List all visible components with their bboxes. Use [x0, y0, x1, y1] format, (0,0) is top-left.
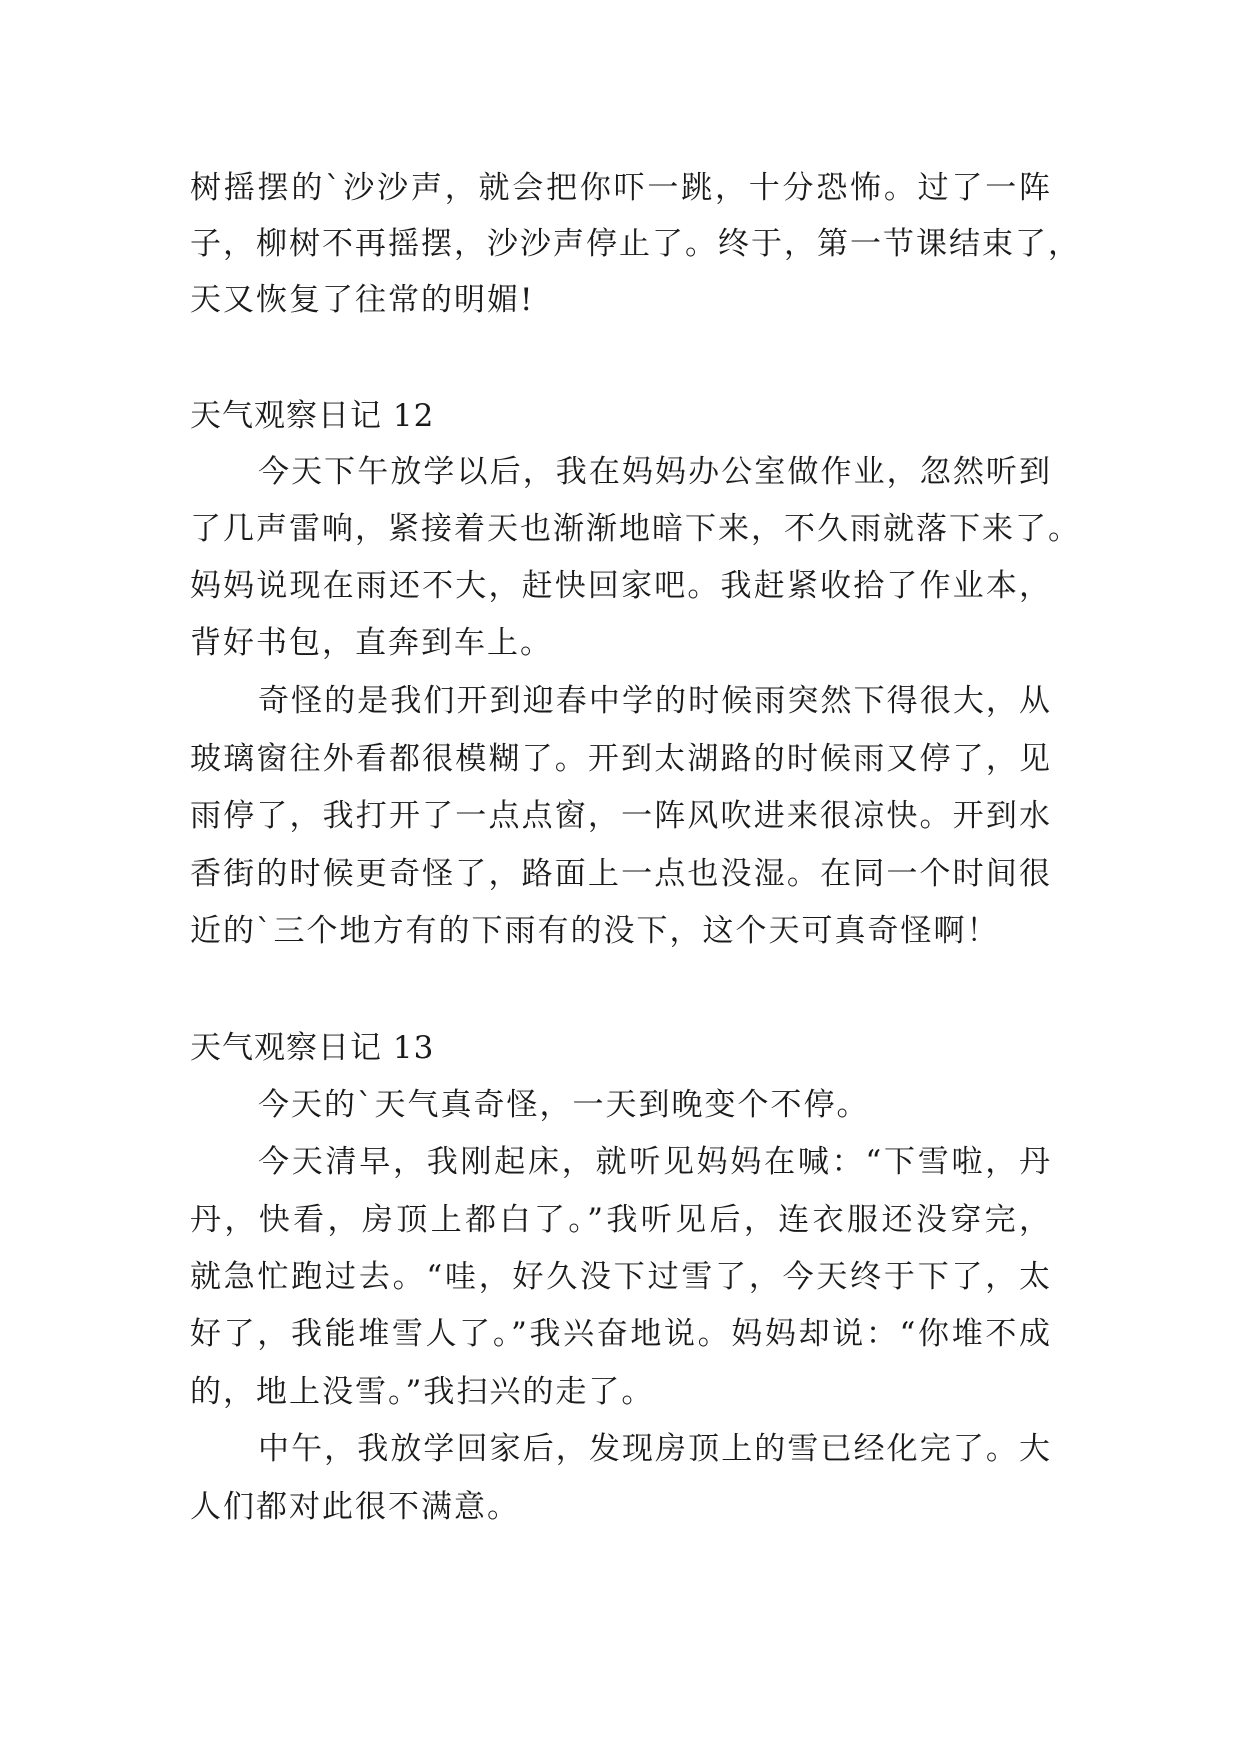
section-heading: 天气观察日记 12	[190, 398, 435, 434]
body-line: 好了，我能堆雪人了。”我兴奋地说。妈妈却说：“你堆不成	[190, 1316, 1052, 1352]
body-line: 奇怪的是我们开到迎春中学的时候雨突然下得很大，从	[258, 683, 1052, 719]
body-line: 今天的`天气真奇怪，一天到晚变个不停。	[258, 1087, 870, 1123]
body-line: 近的`三个地方有的下雨有的没下，这个天可真奇怪啊！	[190, 913, 1000, 949]
body-line: 天又恢复了往常的明媚!	[190, 282, 535, 318]
body-line: 就急忙跑过去。“哇，好久没下过雪了，今天终于下了，太	[190, 1259, 1052, 1295]
body-line: 子，柳树不再摇摆，沙沙声停止了。终于，第一节课结束了，	[190, 226, 1081, 262]
body-line: 雨停了，我打开了一点点窗，一阵风吹进来很凉快。开到水	[190, 798, 1052, 834]
body-line: 丹，快看，房顶上都白了。”我听见后，连衣服还没穿完，	[190, 1202, 1052, 1238]
body-line: 了几声雷响，紧接着天也渐渐地暗下来，不久雨就落下来了。	[190, 511, 1081, 547]
body-line: 背好书包，直奔到车上。	[190, 625, 553, 661]
body-line: 人们都对此很不满意。	[190, 1489, 520, 1525]
body-line: 今天清早，我刚起床，就听见妈妈在喊：“下雪啦，丹	[258, 1144, 1052, 1180]
body-line: 妈妈说现在雨还不大，赶快回家吧。我赶紧收拾了作业本，	[190, 568, 1052, 604]
body-line: 树摇摆的`沙沙声，就会把你吓一跳，十分恐怖。过了一阵	[190, 170, 1052, 206]
body-line: 今天下午放学以后，我在妈妈办公室做作业，忽然听到	[258, 454, 1052, 490]
body-line: 玻璃窗往外看都很模糊了。开到太湖路的时候雨又停了，见	[190, 741, 1052, 777]
section-heading: 天气观察日记 13	[190, 1030, 435, 1066]
body-line: 中午，我放学回家后，发现房顶上的雪已经化完了。大	[258, 1431, 1052, 1467]
body-line: 香街的时候更奇怪了，路面上一点也没湿。在同一个时间很	[190, 856, 1052, 892]
body-line: 的，地上没雪。”我扫兴的走了。	[190, 1374, 655, 1410]
